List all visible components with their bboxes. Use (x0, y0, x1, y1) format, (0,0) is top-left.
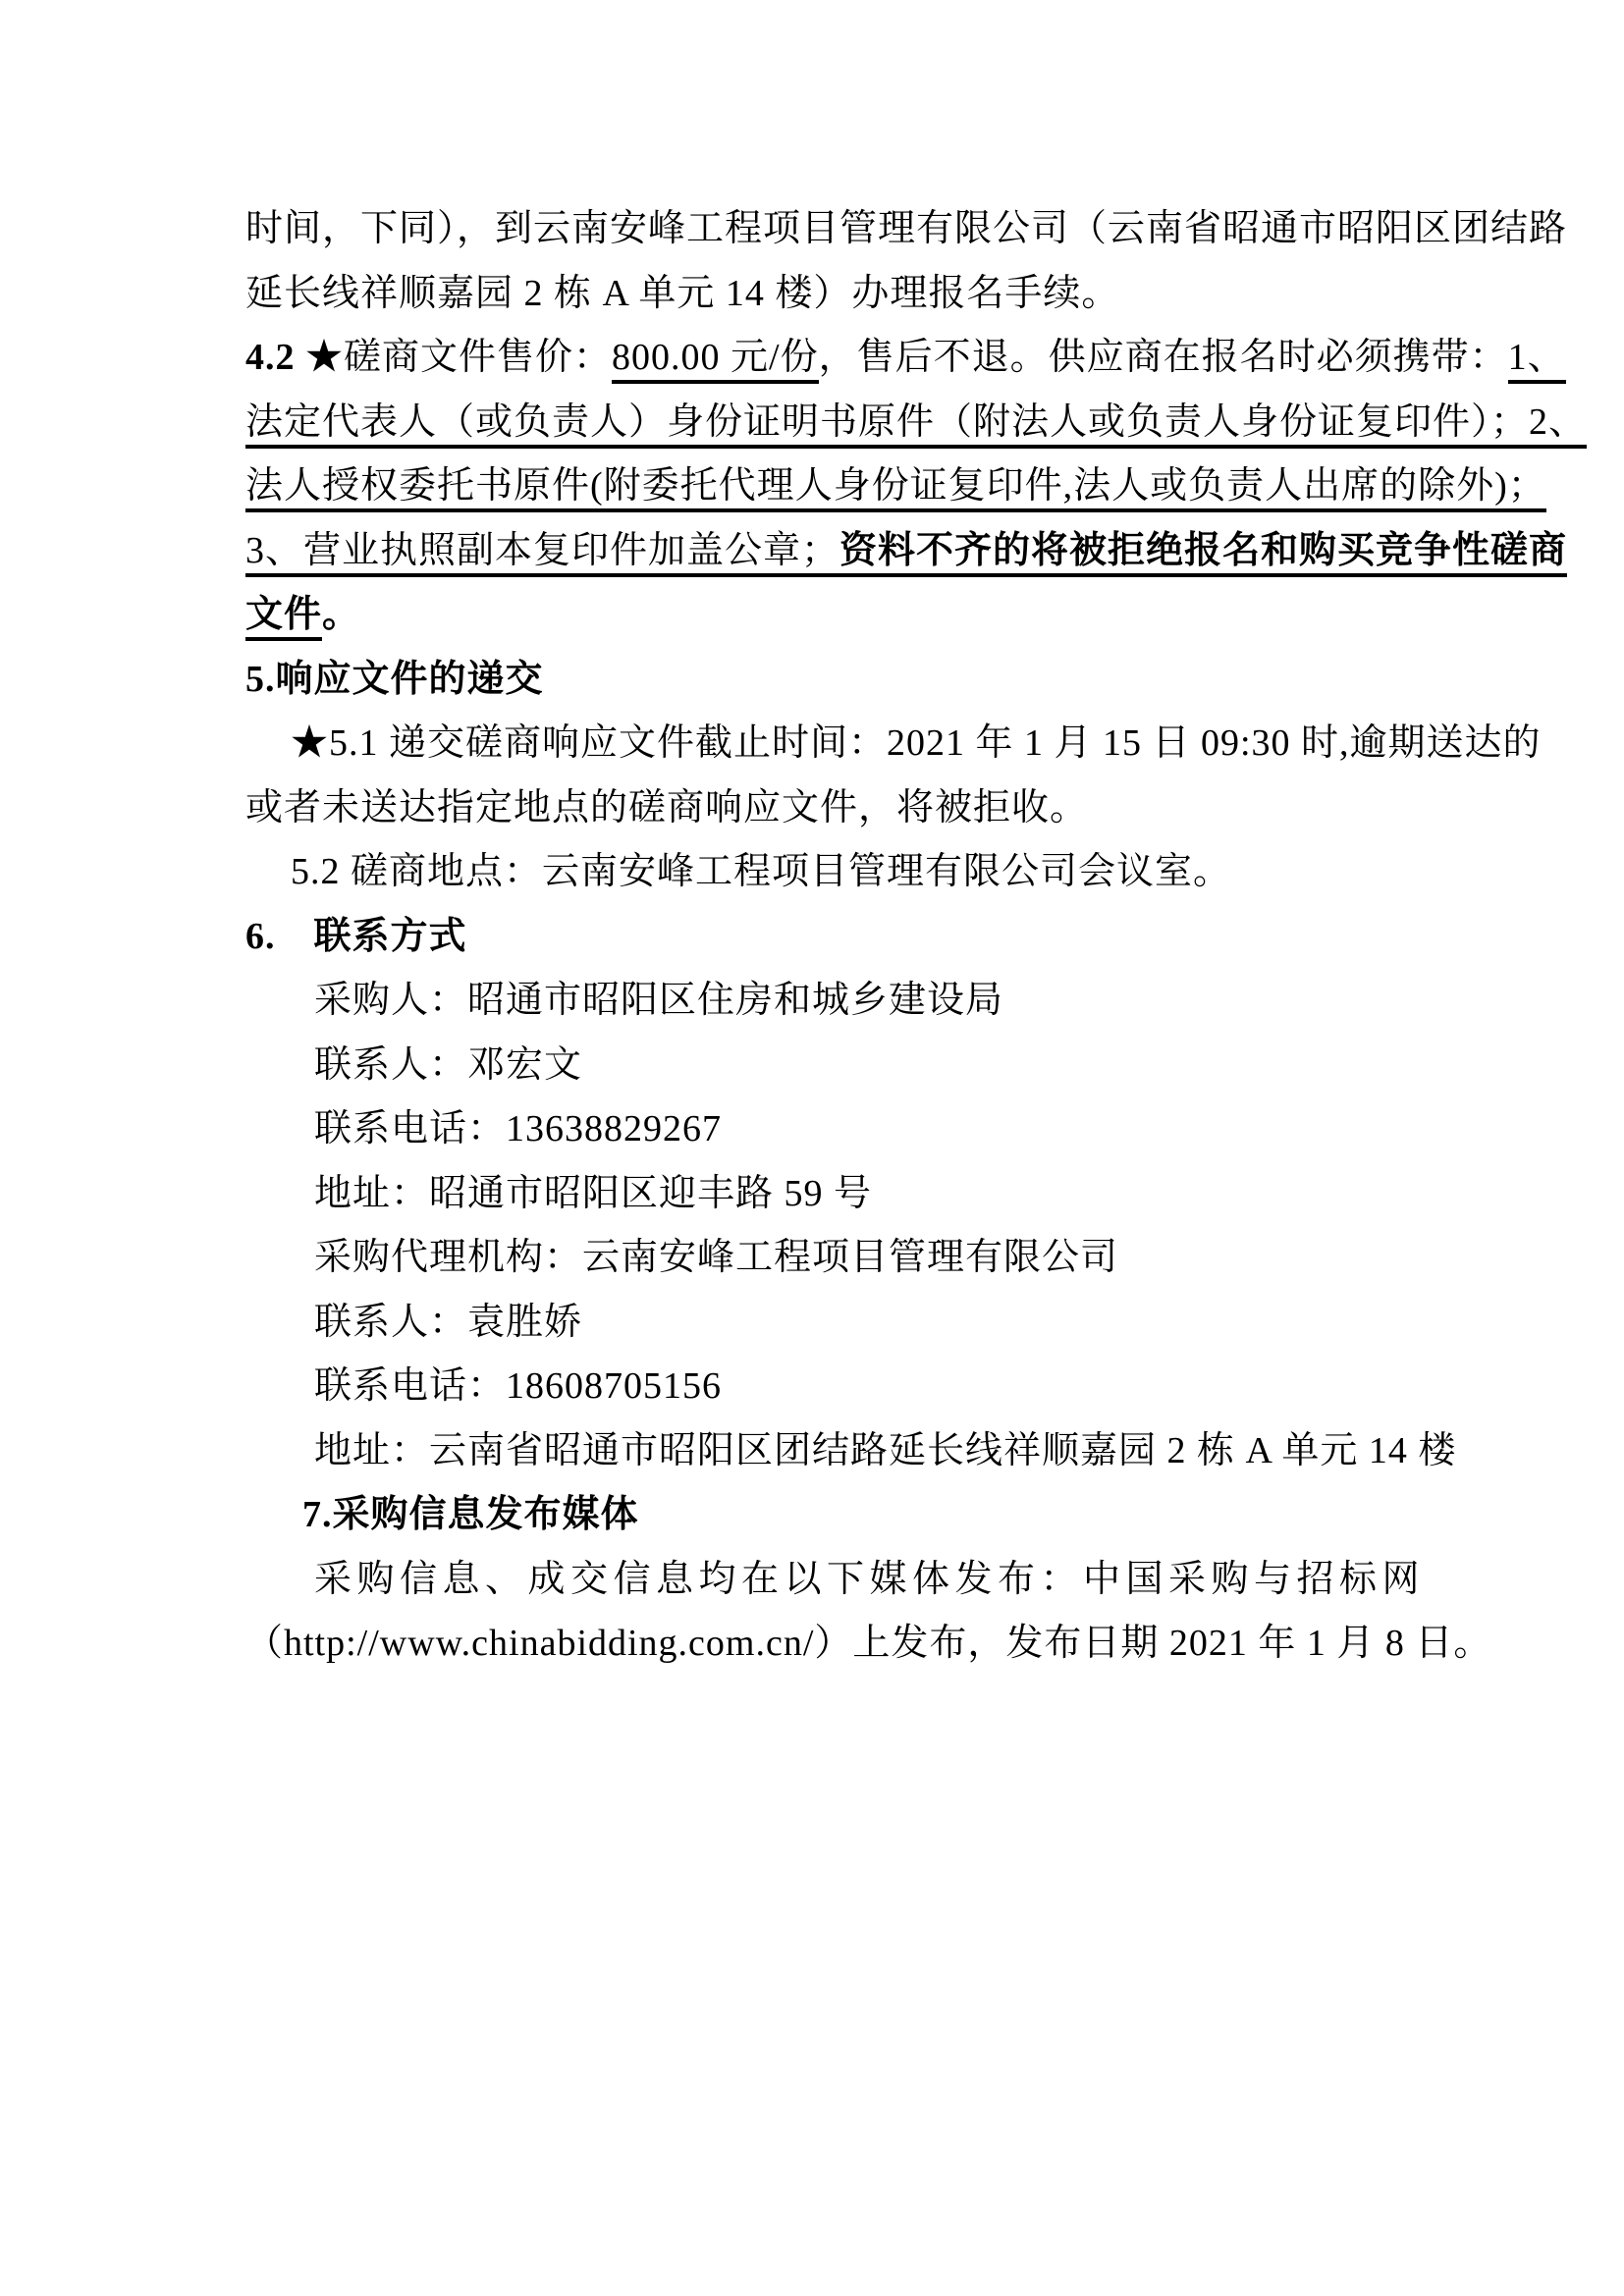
text-run: 采购人：昭通市昭阳区住房和城乡建设局 (314, 980, 1004, 1021)
price-underlined: 800.00 元/份 (612, 337, 819, 384)
contact-purchaser (245, 969, 1394, 1034)
underlined-bold-warning: 资料不齐的将被拒绝报名和购买竞争性磋商 (839, 530, 1567, 577)
heading-section-6-contact (245, 905, 1394, 970)
item-number-underlined: 1、 (1508, 337, 1566, 384)
heading-text: 7.采购信息发布媒体 (302, 1494, 639, 1535)
para-deadline-line-2 (245, 776, 1394, 841)
text-run: 时间，下同），到云南安峰工程项目管理有限公司（云南省昭通市昭阳区团结路 (245, 208, 1568, 249)
text-run: 5.2 磋商地点：云南安峰工程项目管理有限公司会议室。 (291, 851, 1232, 892)
heading-text: 5.响应文件的递交 (245, 658, 544, 700)
para-required-docs-line-2 (245, 454, 1546, 519)
underlined-text-run: 3、营业执照副本复印件加盖公章； (245, 530, 839, 577)
heading-text: 6. 联系方式 (245, 915, 467, 957)
text-run: 采购代理机构：云南安峰工程项目管理有限公司 (314, 1237, 1119, 1278)
para-required-docs-line-4 (245, 583, 1394, 648)
text-run-with-star-icon: ★5.1 递交磋商响应文件截止时间：2021 年 1 月 15 日 09:30 时,逾期送达的 (291, 722, 1542, 764)
contact-phone-purchaser (245, 1097, 1394, 1162)
text-run: 联系人：袁胜娇 (314, 1301, 583, 1343)
text-run-with-star-icon: ★磋商文件售价： (305, 337, 613, 378)
underlined-bold-warning: 文件 (245, 594, 322, 641)
clause-number: 4.2 (245, 337, 305, 378)
heading-section-5-response-submission (245, 648, 1394, 713)
text-run: 联系电话：13638829267 (314, 1108, 723, 1149)
para-required-docs-line-1 (245, 391, 1588, 455)
para-media-line-1 (245, 1548, 1426, 1613)
text-run: ，售后不退。供应商在报名时必须携带： (818, 337, 1508, 378)
text-run: 地址：昭通市昭阳区迎丰路 59 号 (314, 1172, 873, 1214)
para-registration-line-1 (245, 197, 1568, 262)
text-run: 或者未送达指定地点的磋商响应文件，将被拒收。 (245, 786, 1089, 828)
underlined-text-run: 法人授权委托书原件(附委托代理人身份证复印件,法人或负责人出席的除外)； (245, 465, 1546, 512)
contact-person-purchaser (245, 1034, 1394, 1098)
para-media-line-2-url (245, 1612, 1492, 1677)
text-run: 延长线祥顺嘉园 2 栋 A 单元 14 楼）办理报名手续。 (245, 272, 1120, 314)
para-document-price (245, 326, 1566, 391)
para-deadline-line-1 (245, 712, 1542, 776)
contact-person-agency (245, 1291, 1394, 1356)
text-run: 地址：云南省昭通市昭阳区团结路延长线祥顺嘉园 2 栋 A 单元 14 楼 (314, 1429, 1457, 1471)
contact-agency (245, 1226, 1394, 1291)
text-run: 联系人：邓宏文 (314, 1043, 583, 1086)
text-run-url: （http://www.chinabidding.com.cn/）上发布，发布日期 2021 年 1 月 8 日。 (245, 1623, 1492, 1664)
text-run: 采购信息、成交信息均在以下媒体发布：中国采购与招标网 (314, 1558, 1426, 1600)
full-stop: 。 (322, 594, 361, 635)
contact-address-agency (245, 1419, 1457, 1484)
contact-phone-agency (245, 1355, 1394, 1419)
heading-section-7-media (245, 1483, 1394, 1548)
text-run: 联系电话：18608705156 (314, 1365, 723, 1407)
para-required-docs-line-3 (245, 519, 1568, 584)
underlined-text-run: 法定代表人（或负责人）身份证明书原件（附法人或负责人身份证复印件）；2、 (245, 401, 1587, 449)
contact-address-purchaser (245, 1162, 1394, 1227)
para-negotiation-location (245, 840, 1394, 905)
document-body (245, 197, 1588, 1677)
para-registration-line-2 (245, 262, 1394, 327)
